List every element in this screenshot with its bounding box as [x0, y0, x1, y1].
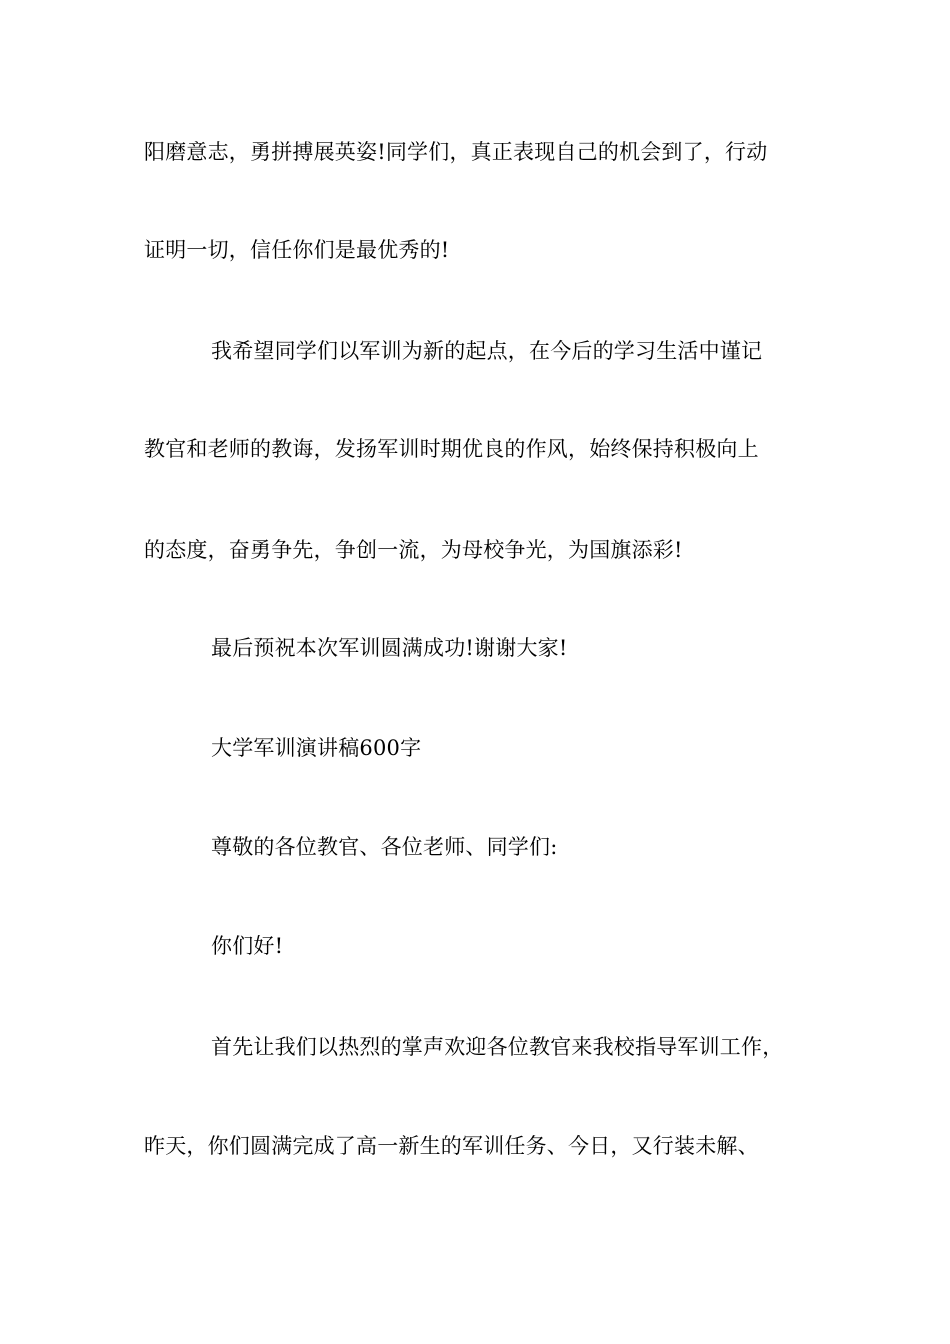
text-line: 昨天，你们圆满完成了高一新生的军训任务、今日，又行装未解、 [144, 1134, 759, 1158]
section-title: 大学军训演讲稿600字 [211, 736, 422, 760]
text-line: 证明一切，信任你们是最优秀的! [144, 238, 450, 262]
salutation: 尊敬的各位教官、各位老师、同学们: [211, 835, 558, 859]
text-line: 阳磨意志，勇拼搏展英姿!同学们，真正表现自己的机会到了，行动 [144, 140, 768, 164]
paragraph-start-line: 我希望同学们以军训为新的起点，在今后的学习生活中谨记 [211, 339, 763, 363]
paragraph-start-line: 首先让我们以热烈的掌声欢迎各位教官来我校指导军训工作， [211, 1035, 784, 1059]
text-line: 的态度，奋勇争先，争创一流，为母校争光，为国旗添彩! [144, 538, 683, 562]
text-line: 教官和老师的教诲，发扬军训时期优良的作风，始终保持积极向上 [144, 437, 759, 461]
paragraph-start-line: 最后预祝本次军训圆满成功!谢谢大家! [211, 636, 568, 660]
greeting: 你们好! [211, 934, 284, 958]
